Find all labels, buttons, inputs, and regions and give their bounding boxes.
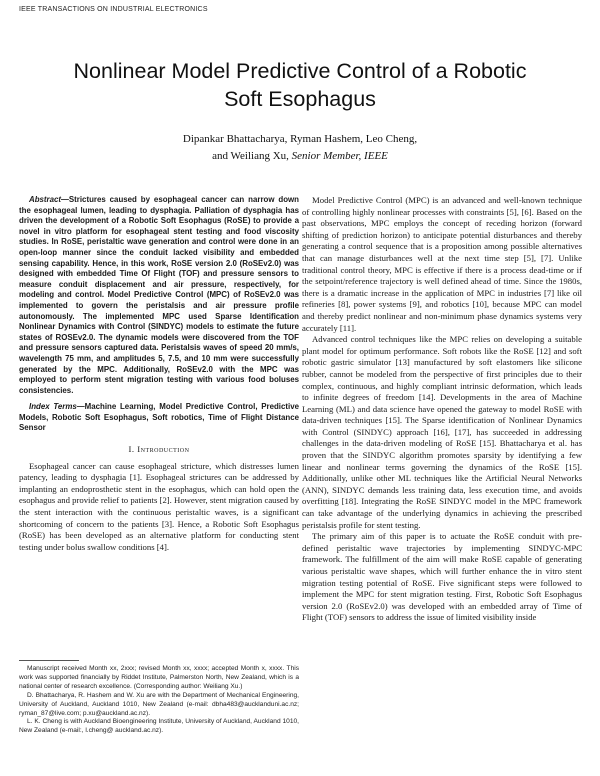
intro-paragraph: Esophageal cancer can cause esophageal stricture, which distresses lumen patency, leading to dysphagia [1]. Esophageal strictures can be addressed by implanting an endoprosthetic stent in the esophagus, which can hold open the esophagus and provide relief to patients [2]. However, stent migration caused by the stent interaction with the continuous peristaltic waves, is a significant shortcoming of concern to the patients [3]. Hence, a Robotic Soft Esophagus (RoSE) has been developed as an alternative platform for conducting stent testing under bolus swallow conditions [4]. — [19, 460, 299, 552]
footnote-affiliation-1: D. Bhattacharya, R. Hashem and W. Xu are with the Department of Mechanical Engineering, University of Auckland, Auckland 1010, New Zealand (e-mail: dbha483@aucklanduni.ac.nz; ryman_87@live.com; p.xu@auckland.ac.nz). — [19, 691, 299, 717]
title-line-1: Nonlinear Model Predictive Control of a Robotic — [73, 59, 527, 83]
authors-line-1: Dipankar Bhattacharya, Ryman Hashem, Leo Cheng, — [182, 133, 418, 145]
journal-header: IEEE TRANSACTIONS ON INDUSTRIAL ELECTRONICS — [19, 6, 208, 13]
footnote-affiliation-2: L. K. Cheng is with Auckland Bioengineering Institute, University of Auckland, Auckland 1010, New Zealand (e-mail:, l.cheng@ auckland.ac.nz). — [19, 718, 299, 735]
index-terms-text: —Machine Learning, Model Predictive Control, Predictive Models, Robotic Soft Esophagus, Soft robotics, Time of Flight Distance Sensor — [19, 402, 299, 433]
right-column — [302, 195, 582, 624]
section-title: Introduction — [137, 444, 190, 455]
index-terms-lead: Index Terms — [29, 402, 77, 412]
aim-paragraph: The primary aim of this paper is to actuate the RoSE conduit with pre-defined peristaltic wave trajectories by implementing SINDYC-MPC framework. The fulfillment of the aim will make RoSE capable of generating various peristaltic wave shapes, which will further enhance the in vitro stent migration testing potential of RoSE. Five significant steps were followed to implement the MPC for stent migration testing. First, Robotic Soft Esophagus version 2.0 (RoSEv2.0) was developed with an embedded array of Time of Flight (TOF) sensors to address the issue of limited visibility inside — [302, 531, 582, 623]
index-terms — [19, 402, 299, 434]
author-list — [0, 131, 600, 165]
abstract-lead: Abstract — [29, 195, 62, 204]
abstract — [19, 195, 299, 396]
section-numeral: I. — [128, 444, 138, 455]
author-last: and Weiliang Xu, — [212, 150, 289, 162]
title-line-2: Soft Esophagus — [224, 87, 376, 111]
author-membership: Senior Member, IEEE — [288, 150, 388, 162]
mpc-paragraph: Model Predictive Control (MPC) is an advanced and well-known technique of controlling highly nonlinear processes with constraints [5], [6]. Based on the past observations, MPC employs the concept of receding horizon (forward shifting of prediction horizon) to anticipate potential disturbances and thereby generating a control sequence that is a proposition among possible alternatives that can manage disturbances well at the next time step [5], [7]. Unlike traditional control theory, MPC is effective if there is a process dead-time or if the setpoint/reference trajectory is well defined ahead of time. Since the 1980s, there is a dramatic increase in the application of MPC in industries [7] like oil refineries [8], power systems [9], and robotics [10], because MPC can model and thereby predict nonlinear and non-minimum phase dynamics systems very accurately [11]. — [302, 195, 582, 333]
authors-line-2 — [0, 148, 600, 165]
footnotes — [19, 660, 299, 736]
footnote-manuscript: Manuscript received Month xx, 2xxx; revised Month xx, xxxx; accepted Month x, xxxx. This work was supported financially by Riddet Institute, Palmerston North, New Zealand, which is a national center of research excellence. (Corresponding author: Weiliang Xu.) — [19, 665, 299, 690]
ml-paragraph: Advanced control techniques like the MPC relies on developing a suitable plant model for optimum performance. Soft robots like the RoSE [12] and soft robotic gastric simulator [13] manufactured by soft elastomers like silicone rubber, cannot be modeled from the perspective of first principles due to their complex, continuous, and highly compliant intrinsic deformation, which leads to infinite degrees of freedom [14]. Developments in the area of Machine Learning (ML) and data science have opened the gateway to model RoSE with data-driven techniques [15]. The Sparse identification of Nonlinear Dynamics with Control (SINDYC) approach [16], [17], has succeeded in addressing challenges in the data-driven modeling of RoSE [15]. Bhattacharya et al. has proven that the SINDYC algorithm promotes sparsity by identifying a few linear and nonlinear terms governing the dynamics of the RoSE [15]. Additionally, unlike other ML techniques like the Artificial Neural Networks (ANN), SINDYC demands less training data, less execution time, and avoids overfitting [18]. Integrating the RoSE SINDYC model in the MPC framework can take advantage of the underlying dynamics in achieving the prescribed peristalsis profile for stent testing. — [302, 334, 582, 530]
footnote-rule — [19, 660, 79, 661]
section-heading-introduction — [19, 444, 299, 456]
left-column — [19, 195, 299, 553]
abstract-text: —Strictures caused by esophageal cancer can narrow down the esophageal lumen, leading to dysphagia. Palliation of dysphagia has driven the development of a Robotic Soft Esophagus (RoSE) to provide a novel in vitro platform for esophageal stent testing and food viscosity studies. In RoSE, peristaltic wave generation and control were done in an open-loop manner since the conduit lacked visibility and embedded sensing capability. Hence, in this work, RoSE version 2.0 (RoSEv2.0) was designed with embedded Time Of Flight (TOF) and pressure sensors to measure conduit displacement and air pressure, respectively, for modeling and control. Model Predictive Control (MPC) of RoSEv2.0 was implemented to govern the peristalsis and air pressure profile autonomously. The implemented MPC used Sparse Identification Nonlinear Dynamics with Control (SINDYC) models to estimate the future states of ROSEv2.0. The dynamic models were discovered from the TOF and pressure sensors captured data. Peristalsis waves of speed 20 mm/s, wavelength 75 mm, and amplitudes 5, 7.5, and 10 mm were successfully generated by the MPC. Additionally, RoSEv2.0 with the MPC was employed to perform stent migration testing with various food boluses consistencies. — [19, 195, 299, 395]
paper-title — [0, 57, 600, 113]
